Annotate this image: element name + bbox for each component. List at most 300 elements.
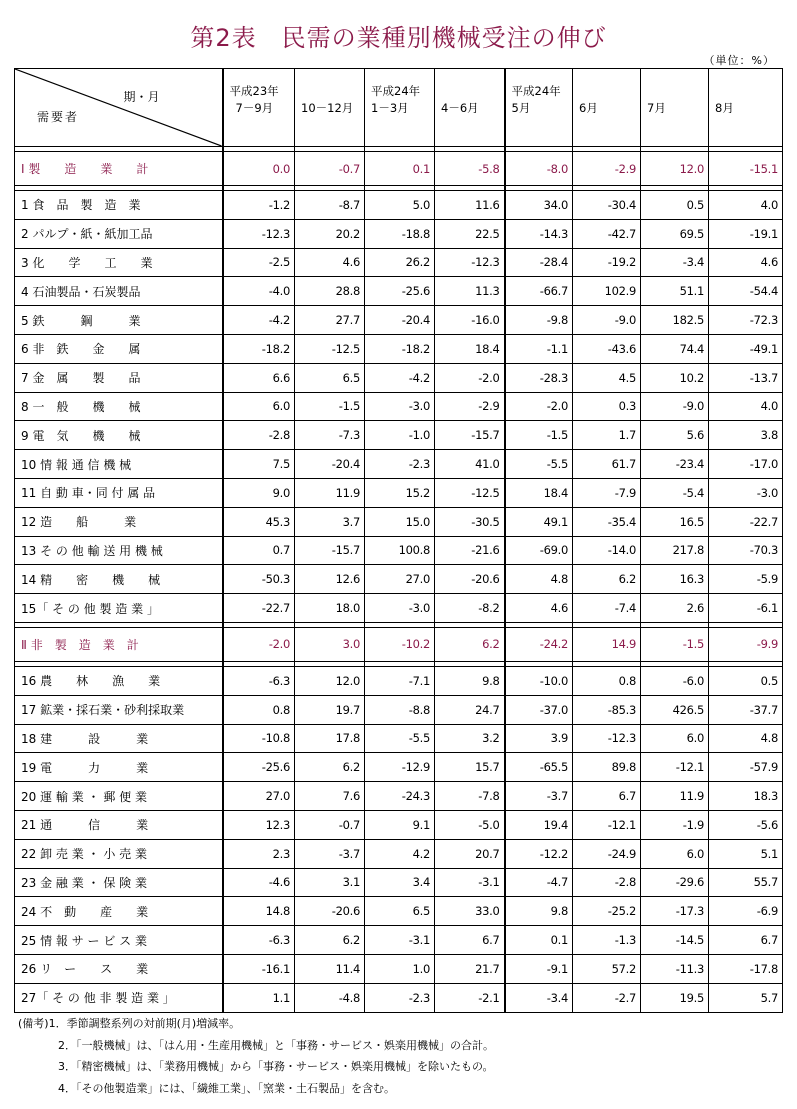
value-cell: 9.8 (435, 666, 505, 695)
value-cell: -1.1 (505, 334, 573, 363)
unit-label: （単位：%） (703, 54, 775, 67)
value-cell: -4.2 (223, 306, 295, 335)
row-label: 23 金 融 業 ・ 保 険 業 (15, 868, 223, 897)
value-cell: -6.3 (223, 926, 295, 955)
value-cell: -7.8 (435, 782, 505, 811)
table-row (15, 782, 783, 811)
value-cell: -12.1 (573, 810, 641, 839)
value-cell: 51.1 (641, 277, 709, 306)
column-header-year (647, 83, 708, 100)
row-label: 26 リ ー ス 業 (15, 954, 223, 983)
table-row (15, 421, 783, 450)
value-cell: -12.1 (641, 753, 709, 782)
value-cell: -70.3 (709, 536, 783, 565)
value-cell: 5.6 (641, 421, 709, 450)
value-cell: 0.5 (641, 191, 709, 220)
value-cell: 17.8 (295, 724, 365, 753)
table-row (15, 363, 783, 392)
value-cell: 5.0 (365, 191, 435, 220)
column-header-period: 1－3月 (371, 101, 409, 115)
value-cell: 20.2 (295, 219, 365, 248)
value-cell: -25.6 (365, 277, 435, 306)
value-cell: -3.7 (505, 782, 573, 811)
value-cell: 6.0 (223, 392, 295, 421)
value-cell: 7.6 (295, 782, 365, 811)
row-label: 12 造 船 業 (15, 507, 223, 536)
column-header-period: 5月 (511, 101, 531, 115)
value-cell: -4.8 (295, 983, 365, 1012)
column-header (641, 69, 709, 147)
value-cell: -12.9 (365, 753, 435, 782)
value-cell: 12.3 (223, 810, 295, 839)
value-cell: 12.0 (641, 152, 709, 186)
value-cell: 41.0 (435, 450, 505, 479)
value-cell: 24.7 (435, 695, 505, 724)
row-label: 25 情 報 サ ー ビ ス 業 (15, 926, 223, 955)
row-label: 4 石油製品・石炭製品 (15, 277, 223, 306)
notes (18, 1013, 494, 1099)
value-cell: -14.3 (505, 219, 573, 248)
value-cell: -12.5 (435, 478, 505, 507)
value-cell: 4.8 (709, 724, 783, 753)
value-cell: 19.5 (641, 983, 709, 1012)
value-cell: -9.9 (709, 627, 783, 661)
value-cell: 102.9 (573, 277, 641, 306)
column-header-year: 平成23年 (229, 84, 279, 98)
corner-demand-label: 需要者 (37, 110, 80, 124)
row-label: 22 卸 売 業 ・ 小 売 業 (15, 839, 223, 868)
value-cell: 0.1 (505, 926, 573, 955)
table-row (15, 753, 783, 782)
value-cell: -20.4 (365, 306, 435, 335)
value-cell: 6.2 (295, 753, 365, 782)
value-cell: 0.1 (365, 152, 435, 186)
value-cell: 5.1 (709, 839, 783, 868)
row-label: Ⅰ 製 造 業 計 (15, 152, 223, 186)
value-cell: 26.2 (365, 248, 435, 277)
value-cell: -16.0 (435, 306, 505, 335)
value-cell: 12.6 (295, 565, 365, 594)
value-cell: -17.0 (709, 450, 783, 479)
value-cell: 55.7 (709, 868, 783, 897)
value-cell: -2.3 (365, 983, 435, 1012)
value-cell: -4.2 (365, 363, 435, 392)
value-cell: -5.8 (435, 152, 505, 186)
value-cell: 9.0 (223, 478, 295, 507)
row-label: 16 農 林 漁 業 (15, 666, 223, 695)
table-row (15, 897, 783, 926)
value-cell: 89.8 (573, 753, 641, 782)
value-cell: 6.7 (709, 926, 783, 955)
column-header-year: 平成24年 (371, 84, 421, 98)
value-cell: -57.9 (709, 753, 783, 782)
value-cell: -35.4 (573, 507, 641, 536)
value-cell: -7.4 (573, 594, 641, 623)
value-cell: 0.8 (223, 695, 295, 724)
value-cell: 217.8 (641, 536, 709, 565)
table-row (15, 983, 783, 1012)
value-cell: -28.4 (505, 248, 573, 277)
value-cell: -0.7 (295, 810, 365, 839)
note-line: 2．「一般機械」は、「はん用・生産用機械」と「事務・サービス・娯楽用機械」の合計。 (58, 1038, 494, 1052)
table-row (15, 219, 783, 248)
value-cell: 21.7 (435, 954, 505, 983)
row-label: 3 化 学 工 業 (15, 248, 223, 277)
row-label: 24 不 動 産 業 (15, 897, 223, 926)
value-cell: 4.0 (709, 392, 783, 421)
value-cell: 49.1 (505, 507, 573, 536)
row-label: 17 鉱業・採石業・砂利採取業 (15, 695, 223, 724)
value-cell: -12.3 (435, 248, 505, 277)
value-cell: 20.7 (435, 839, 505, 868)
value-cell: 9.8 (505, 897, 573, 926)
row-label: 1 食 品 製 造 業 (15, 191, 223, 220)
column-header (365, 69, 435, 147)
value-cell: 15.2 (365, 478, 435, 507)
corner-cell (15, 69, 223, 147)
value-cell: 11.4 (295, 954, 365, 983)
row-label: 27「 そ の 他 非 製 造 業 」 (15, 983, 223, 1012)
value-cell: 34.0 (505, 191, 573, 220)
row-label: 21 通 信 業 (15, 810, 223, 839)
value-cell: 2.3 (223, 839, 295, 868)
value-cell: -3.0 (709, 478, 783, 507)
note-line: (備考)1．季節調整系列の対前期(月)増減率。 (18, 1017, 241, 1030)
value-cell: -3.1 (435, 868, 505, 897)
value-cell: -8.2 (435, 594, 505, 623)
value-cell: 2.6 (641, 594, 709, 623)
table-row (15, 334, 783, 363)
value-cell: -3.7 (295, 839, 365, 868)
note-line: 4．「その他製造業」には、「繊維工業」、「窯業・土石製品」を含む。 (58, 1081, 395, 1095)
value-cell: -15.1 (709, 152, 783, 186)
value-cell: -9.1 (505, 954, 573, 983)
value-cell: -3.4 (505, 983, 573, 1012)
value-cell: -15.7 (295, 536, 365, 565)
table-row (15, 868, 783, 897)
value-cell: -12.5 (295, 334, 365, 363)
row-label: 11 自 動 車・同 付 属 品 (15, 478, 223, 507)
row-label: 9 電 気 機 械 (15, 421, 223, 450)
header-row (15, 69, 783, 147)
value-cell: -42.7 (573, 219, 641, 248)
page-title: 第2表 民需の業種別機械受注の伸び (190, 24, 607, 52)
value-cell: -30.5 (435, 507, 505, 536)
value-cell: 11.3 (435, 277, 505, 306)
value-cell: 0.3 (573, 392, 641, 421)
value-cell: 19.7 (295, 695, 365, 724)
value-cell: 1.7 (573, 421, 641, 450)
value-cell: -85.3 (573, 695, 641, 724)
value-cell: 0.5 (709, 666, 783, 695)
table-row (15, 277, 783, 306)
value-cell: -19.2 (573, 248, 641, 277)
table-row (15, 926, 783, 955)
corner-period-label: 期・月 (123, 90, 160, 104)
summary-row (15, 627, 783, 661)
row-label: 5 鉄 鋼 業 (15, 306, 223, 335)
value-cell: -43.6 (573, 334, 641, 363)
value-cell: -0.7 (295, 152, 365, 186)
value-cell: -22.7 (709, 507, 783, 536)
value-cell: 3.1 (295, 868, 365, 897)
value-cell: -2.8 (573, 868, 641, 897)
value-cell: 11.9 (295, 478, 365, 507)
value-cell: -18.2 (223, 334, 295, 363)
value-cell: 4.6 (505, 594, 573, 623)
row-label: 10 情 報 通 信 機 械 (15, 450, 223, 479)
row-label: 18 建 設 業 (15, 724, 223, 753)
value-cell: 15.7 (435, 753, 505, 782)
table-row (15, 478, 783, 507)
value-cell: 18.0 (295, 594, 365, 623)
column-header-period: 6月 (579, 101, 598, 115)
value-cell: -50.3 (223, 565, 295, 594)
value-cell: -11.3 (641, 954, 709, 983)
value-cell: 426.5 (641, 695, 709, 724)
value-cell: -10.0 (505, 666, 573, 695)
value-cell: -37.0 (505, 695, 573, 724)
row-label: Ⅱ 非 製 造 業 計 (15, 627, 223, 661)
value-cell: -1.9 (641, 810, 709, 839)
value-cell: -1.0 (365, 421, 435, 450)
value-cell: -66.7 (505, 277, 573, 306)
value-cell: 22.5 (435, 219, 505, 248)
value-cell: -2.0 (223, 627, 295, 661)
value-cell: 16.3 (641, 565, 709, 594)
value-cell: -16.1 (223, 954, 295, 983)
value-cell: 18.4 (435, 334, 505, 363)
value-cell: 14.8 (223, 897, 295, 926)
value-cell: 28.8 (295, 277, 365, 306)
value-cell: -7.9 (573, 478, 641, 507)
diagonal-line (15, 69, 222, 146)
value-cell: -9.0 (573, 306, 641, 335)
value-cell: 4.8 (505, 565, 573, 594)
value-cell: -2.9 (573, 152, 641, 186)
table-row (15, 810, 783, 839)
value-cell: 6.2 (435, 627, 505, 661)
value-cell: -15.7 (435, 421, 505, 450)
value-cell: 74.4 (641, 334, 709, 363)
value-cell: -2.5 (223, 248, 295, 277)
value-cell: -24.2 (505, 627, 573, 661)
value-cell: -5.4 (641, 478, 709, 507)
column-header-period: 10－12月 (301, 101, 354, 115)
value-cell: 6.5 (365, 897, 435, 926)
value-cell: -54.4 (709, 277, 783, 306)
row-label: 15「 そ の 他 製 造 業 」 (15, 594, 223, 623)
value-cell: -24.3 (365, 782, 435, 811)
value-cell: 45.3 (223, 507, 295, 536)
value-cell: 6.7 (435, 926, 505, 955)
value-cell: 3.0 (295, 627, 365, 661)
value-cell: 69.5 (641, 219, 709, 248)
value-cell: 57.2 (573, 954, 641, 983)
value-cell: 27.0 (223, 782, 295, 811)
value-cell: -23.4 (641, 450, 709, 479)
value-cell: -30.4 (573, 191, 641, 220)
value-cell: 0.8 (573, 666, 641, 695)
value-cell: 6.7 (573, 782, 641, 811)
column-header-period: 7月 (647, 101, 666, 115)
value-cell: -17.3 (641, 897, 709, 926)
value-cell: 100.8 (365, 536, 435, 565)
column-header (223, 69, 295, 147)
value-cell: -37.7 (709, 695, 783, 724)
table-row (15, 839, 783, 868)
row-label: 13 そ の 他 輸 送 用 機 械 (15, 536, 223, 565)
value-cell: -6.3 (223, 666, 295, 695)
value-cell: -2.1 (435, 983, 505, 1012)
value-cell: -20.4 (295, 450, 365, 479)
table-row (15, 248, 783, 277)
table-row (15, 695, 783, 724)
value-cell: 12.0 (295, 666, 365, 695)
table-row (15, 724, 783, 753)
column-header-period: 4－6月 (441, 101, 479, 115)
value-cell: -3.4 (641, 248, 709, 277)
value-cell: 14.9 (573, 627, 641, 661)
value-cell: -4.7 (505, 868, 573, 897)
value-cell: -21.6 (435, 536, 505, 565)
value-cell: -18.8 (365, 219, 435, 248)
row-label: 20 運 輸 業 ・ 郵 便 業 (15, 782, 223, 811)
table-row (15, 954, 783, 983)
value-cell: -2.3 (365, 450, 435, 479)
value-cell: -14.5 (641, 926, 709, 955)
value-cell: -5.5 (365, 724, 435, 753)
row-label: 6 非 鉄 金 属 (15, 334, 223, 363)
column-header-year: 平成24年 (511, 84, 561, 98)
value-cell: 6.0 (641, 839, 709, 868)
value-cell: -12.3 (573, 724, 641, 753)
value-cell: 11.6 (435, 191, 505, 220)
value-cell: -69.0 (505, 536, 573, 565)
column-header-year (715, 83, 782, 100)
value-cell: 11.9 (641, 782, 709, 811)
value-cell: -9.0 (641, 392, 709, 421)
value-cell: 182.5 (641, 306, 709, 335)
value-cell: -3.1 (365, 926, 435, 955)
row-label: 14 精 密 機 械 (15, 565, 223, 594)
value-cell: 0.0 (223, 152, 295, 186)
value-cell: -5.6 (709, 810, 783, 839)
column-header (435, 69, 505, 147)
value-cell: -8.0 (505, 152, 573, 186)
value-cell: -1.3 (573, 926, 641, 955)
value-cell: -49.1 (709, 334, 783, 363)
value-cell: -5.5 (505, 450, 573, 479)
value-cell: -17.8 (709, 954, 783, 983)
column-header (505, 69, 573, 147)
value-cell: -9.8 (505, 306, 573, 335)
value-cell: -72.3 (709, 306, 783, 335)
value-cell: -2.7 (573, 983, 641, 1012)
value-cell: -5.0 (435, 810, 505, 839)
value-cell: -29.6 (641, 868, 709, 897)
value-cell: 6.2 (573, 565, 641, 594)
row-label: 8 一 般 機 械 (15, 392, 223, 421)
value-cell: -12.2 (505, 839, 573, 868)
value-cell: 3.4 (365, 868, 435, 897)
column-header-period: 8月 (715, 101, 734, 115)
value-cell: 4.6 (709, 248, 783, 277)
value-cell: -22.7 (223, 594, 295, 623)
column-header-year (579, 83, 640, 100)
value-cell: -25.2 (573, 897, 641, 926)
value-cell: 1.1 (223, 983, 295, 1012)
value-cell: 3.9 (505, 724, 573, 753)
value-cell: 1.0 (365, 954, 435, 983)
value-cell: -6.9 (709, 897, 783, 926)
value-cell: -2.0 (505, 392, 573, 421)
column-header-period: 7－9月 (235, 101, 274, 115)
column-header-year (441, 83, 504, 100)
orders-table (14, 68, 783, 1013)
value-cell: 4.5 (573, 363, 641, 392)
value-cell: 6.6 (223, 363, 295, 392)
value-cell: -1.2 (223, 191, 295, 220)
value-cell: -5.9 (709, 565, 783, 594)
table-row (15, 191, 783, 220)
value-cell: 27.0 (365, 565, 435, 594)
note-line: 3．「精密機械」は、「業務用機械」から「事務・サービス・娯楽用機械」を除いたもの。 (58, 1060, 494, 1073)
value-cell: 6.0 (641, 724, 709, 753)
value-cell: 5.7 (709, 983, 783, 1012)
value-cell: 4.2 (365, 839, 435, 868)
value-cell: -28.3 (505, 363, 573, 392)
value-cell: 3.2 (435, 724, 505, 753)
value-cell: 6.5 (295, 363, 365, 392)
value-cell: -8.8 (365, 695, 435, 724)
value-cell: 6.2 (295, 926, 365, 955)
summary-row (15, 152, 783, 186)
value-cell: -6.0 (641, 666, 709, 695)
value-cell: 18.4 (505, 478, 573, 507)
value-cell: -3.0 (365, 594, 435, 623)
table-row (15, 666, 783, 695)
value-cell: -24.9 (573, 839, 641, 868)
value-cell: 33.0 (435, 897, 505, 926)
value-cell: -10.2 (365, 627, 435, 661)
column-header (573, 69, 641, 147)
value-cell: -2.8 (223, 421, 295, 450)
value-cell: -7.1 (365, 666, 435, 695)
value-cell: 9.1 (365, 810, 435, 839)
value-cell: 7.5 (223, 450, 295, 479)
table-row (15, 392, 783, 421)
value-cell: -25.6 (223, 753, 295, 782)
value-cell: -1.5 (505, 421, 573, 450)
value-cell: -20.6 (435, 565, 505, 594)
row-label: 19 電 力 業 (15, 753, 223, 782)
value-cell: -1.5 (295, 392, 365, 421)
value-cell: 15.0 (365, 507, 435, 536)
row-label: 7 金 属 製 品 (15, 363, 223, 392)
value-cell: 3.7 (295, 507, 365, 536)
value-cell: -20.6 (295, 897, 365, 926)
row-label: 2 パルプ・紙・紙加工品 (15, 219, 223, 248)
value-cell: 27.7 (295, 306, 365, 335)
value-cell: -3.0 (365, 392, 435, 421)
value-cell: 19.4 (505, 810, 573, 839)
value-cell: -1.5 (641, 627, 709, 661)
table-row (15, 450, 783, 479)
value-cell: -7.3 (295, 421, 365, 450)
value-cell: -8.7 (295, 191, 365, 220)
value-cell: -19.1 (709, 219, 783, 248)
